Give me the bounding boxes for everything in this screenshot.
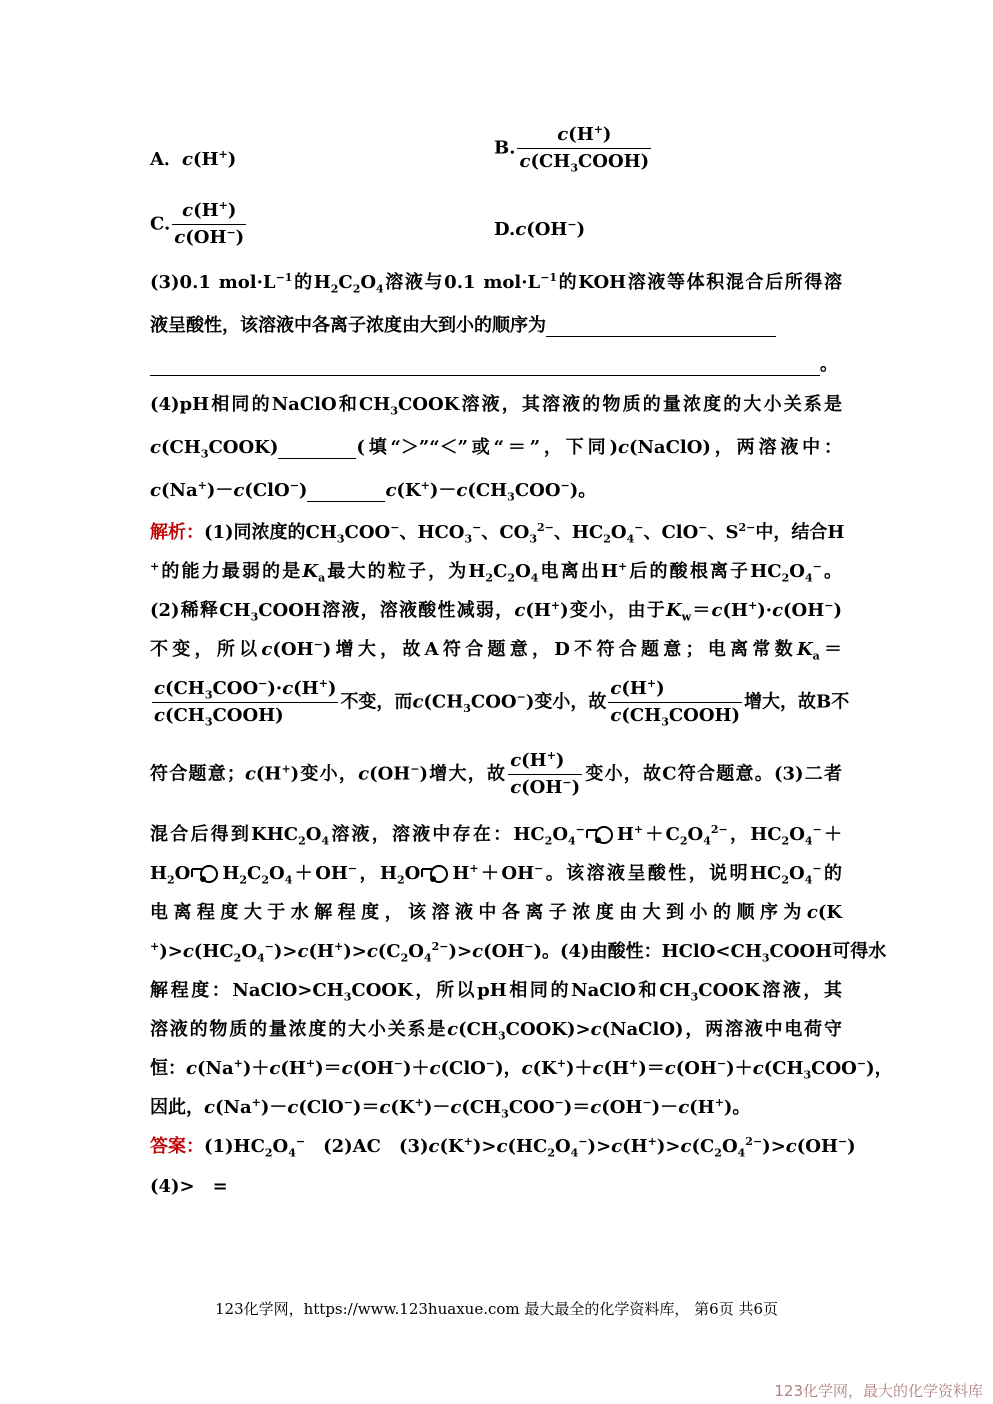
question-4-line-1: (4)pH相同的NaClO和$CH_3COOK$溶液，其溶液的物质的量浓度的大小关系是 xyxy=(150,394,843,418)
option-b: B. $\frac{c(H^+)}{c(CH_3COOH)}$ xyxy=(494,123,650,175)
fill-hint: (填“＞”“＜”或“＝”，下同) xyxy=(356,437,618,458)
analysis-line-11: 解程度：$NaClO>CH_3COOK$，所以pH相同的NaClO和$CH_3COOK$溶液，其 xyxy=(150,980,842,1004)
analysis-line-4: 不变，所以c(OH−)增大，故A符合题意，D不符合题意；电离常数$K_a=$ xyxy=(150,638,843,663)
answer-blank-3b[interactable] xyxy=(150,357,820,376)
question-4-line-2: $c(CH_3COOK)$ (填“＞”“＜”或“＝”，下同)c(NaClO)，两溶液中： xyxy=(150,437,843,461)
option-b-label: B. xyxy=(494,137,516,159)
analysis-line-6: 符合题意；c(H+)变小，c(OH−)增大，故 $\frac{c(H^+)}{c(OH^-)}$ 变小，故C符合题意。(3)二者 xyxy=(150,749,842,798)
analysis-line-13: 恒：c(Na+)＋c(H+)＝c(OH−)＋c(ClO−)，$c(K^+)+c(H^+)=c(OH^-)+c(CH_3COO^-)$， xyxy=(150,1057,893,1082)
question-3-line-2: 液呈酸性，该溶液中各离子浓度由大到小的顺序为 xyxy=(150,311,776,337)
analysis-line-7: 混合后得到$KHC_2O_4$溶液，溶液中存在：$HC_2O_4^-$ $H^++C_2O_4^{2-}$，$HC_2O_4^-+$ xyxy=(150,823,842,848)
watermark: 123化学网，最大的化学资料库 xyxy=(774,1382,983,1400)
answer-part-1: (1)HC xyxy=(204,1136,265,1157)
option-d-label: D. xyxy=(494,219,516,240)
analysis-line-10: $^+)>c(HC_2O_4^-)>c(H^+)>c(C_2O_4^{2-})>c(OH^-)$。(4)由酸性：$HClO<CH_3COOH$可得水 xyxy=(150,940,887,965)
equilibrium-arrow-icon xyxy=(191,863,221,885)
option-a: A．c(H+) xyxy=(150,148,237,170)
question-3-line-1: (3)0.1 $mol\cdot L^{-1}$的$H_2C_2O_4$溶液与0.1 $mol\cdot L^{-1}$的KOH溶液等体积混合后所得溶 xyxy=(150,271,842,296)
option-a-label: A． xyxy=(150,149,182,170)
equilibrium-arrow-icon xyxy=(586,824,616,846)
analysis-line-3: (2)稀释$CH_3COOH$溶液，溶液酸性减弱，c(H+)变小，由于$K_w=c(H^+)\cdot c(OH^-)$ xyxy=(150,599,842,624)
analysis-label: 解析： xyxy=(150,522,204,543)
analysis-line-1: 解析：(1)同浓度的$CH_3COO^-$、$HCO_3^-$、$CO_3^{2-}$、$HC_2O_4^-$、ClO−、$S^{2-}$中，结合H xyxy=(150,521,845,546)
question-4-line-3: c(Na+)－c(ClO−) $c(K^+)-c(CH_3COO^-)$。 xyxy=(150,479,597,504)
answer-blank-4a[interactable] xyxy=(278,440,356,459)
question-3-label: (3)0.1 mol·L xyxy=(150,272,276,293)
answer-blank-4b[interactable] xyxy=(307,483,385,502)
analysis-line-5: $\frac{c(CH_3COO^-)\cdot c(H^+)}{c(CH_3COOH)}$ 不变，而$c(CH_3COO^-)$变小，故 $\frac{c(H^+)}{c(CH_3COOH)}$ 增大，故B不 xyxy=(154,677,850,729)
analysis-line-12: 溶液的物质的量浓度的大小关系是$c(CH_3COOK)>c(NaClO)$，两溶液中电荷守 xyxy=(150,1019,842,1043)
answer-part-4: (4)> = xyxy=(150,1176,228,1197)
option-d: D.c(OH−) xyxy=(494,218,586,240)
answer-label: 答案： xyxy=(150,1136,204,1157)
analysis-line-2: +的能力最弱的是$K_a$最大的粒子，为$H_2C_2O_4$电离出H+后的酸根离子$HC_2O_4^-$。 xyxy=(150,560,842,585)
question-4-label: (4)pH相同的NaClO和CH xyxy=(150,394,391,415)
answer-line-2 xyxy=(150,1172,228,1198)
analysis-line-8: $H_2O$ $H_2C_2O_4+OH^-$，$H_2O$ H+＋OH−。该溶液呈酸性，说明$HC_2O_4^-$的 xyxy=(150,862,843,887)
option-c: C. $\frac{c(H^+)}{c(OH^-)}$ xyxy=(150,199,245,248)
question-3-line-3: 。 xyxy=(150,350,838,376)
answer-part-2: (2)AC xyxy=(323,1136,381,1157)
answer-line-1: 答案：$(1)HC_2O_4^-$ (2)AC $(3)c(K^+)>c(HC_2O_4^-)>c(H^+)>c(C_2O_4^{2-})>c(OH^-)$ xyxy=(150,1135,856,1160)
option-c-label: C. xyxy=(150,213,171,235)
analysis-line-14: 因此，$c(Na^+)-c(ClO^-)=c(K^+)-c(CH_3COO^-)=c(OH^-)-c(H^+)$。 xyxy=(150,1096,751,1121)
page-footer: 123化学网，https://www.123huaxue.com 最大最全的化学资料库， 第6页 共6页 xyxy=(214,1300,779,1318)
equilibrium-arrow-icon xyxy=(421,863,451,885)
answer-blank-3a[interactable] xyxy=(546,318,776,337)
analysis-line-9: 电离程度大于水解程度，该溶液中各离子浓度由大到小的顺序为c(K xyxy=(150,902,842,923)
